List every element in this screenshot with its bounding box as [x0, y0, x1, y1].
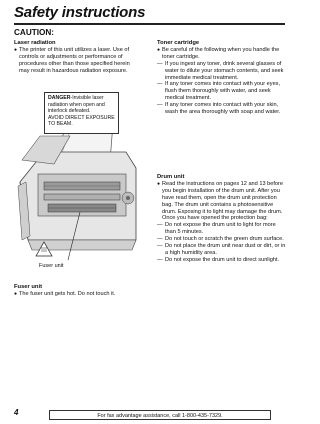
laser-section — [14, 40, 138, 75]
danger-text: -Invisible laser radiation when open and interlock defeated. — [48, 95, 105, 115]
fuser-heading: Fuser unit — [14, 284, 43, 290]
footer-assistance: For fax advantage assistance, call 1-800-435-7329. — [49, 410, 271, 420]
toner-bullet: ● Be careful of the following when you handle the toner cartridge. — [157, 47, 286, 61]
drum-bullet: ● Read the instructions on pages 12 and 13 before you begin installation of the drum unit. After you have read them, open the drum unit protection bag. The drum unit contains a photosensitive drum. Exposing it to light may damage the drum. — [157, 181, 286, 216]
fuser-section — [14, 284, 138, 298]
toner-item: — If any toner comes into contact with your skin, wash the area thoroughly with soap and water. — [157, 102, 286, 116]
drum-item: — Do not touch or scratch the green drum surface. — [157, 236, 286, 243]
caution-heading: CAUTION: — [14, 28, 55, 37]
figure-fuser-label: Fuser unit — [39, 263, 64, 269]
drum-item: — Do not expose the drum unit to light for more than 5 minutes. — [157, 222, 286, 236]
drum-bullet-cont: Once you have opened the protection bag: — [162, 215, 268, 222]
page-number: 4 — [14, 408, 19, 417]
toner-item: — If you ingest any toner, drink several glasses of water to dilute your stomach contents, and seek immediate medical treatment. — [157, 61, 286, 82]
toner-section — [157, 40, 286, 116]
drum-item: — Do not expose the drum unit to direct sunlight. — [157, 257, 286, 264]
toner-item: — If any toner comes into contact with your eyes, flush them thoroughly with water, and seek medical treatment. — [157, 81, 286, 102]
fuser-bullet: ● The fuser unit gets hot. Do not touch it. — [14, 291, 138, 298]
danger-avoid: AVOID DIRECT EXPOSURE TO BEAM. — [48, 114, 115, 128]
drum-section — [157, 174, 286, 264]
danger-prefix: DANGER — [48, 95, 71, 101]
drum-item: — Do not place the drum unit near dust or dirt, or in a high humidity area. — [157, 243, 286, 257]
laser-bullet: ● The printer of this unit utilizes a laser. Use of controls or adjustments or performance of procedures other than those specified herein may result in hazardous radiation exposure. — [14, 47, 138, 75]
danger-label-box — [44, 92, 119, 134]
page-title: Safety instructions — [14, 4, 146, 21]
title-divider — [14, 23, 285, 25]
drum-heading: Drum unit — [157, 174, 185, 180]
laser-heading: Laser radiation — [14, 40, 56, 46]
toner-heading: Toner cartridge — [157, 40, 200, 46]
